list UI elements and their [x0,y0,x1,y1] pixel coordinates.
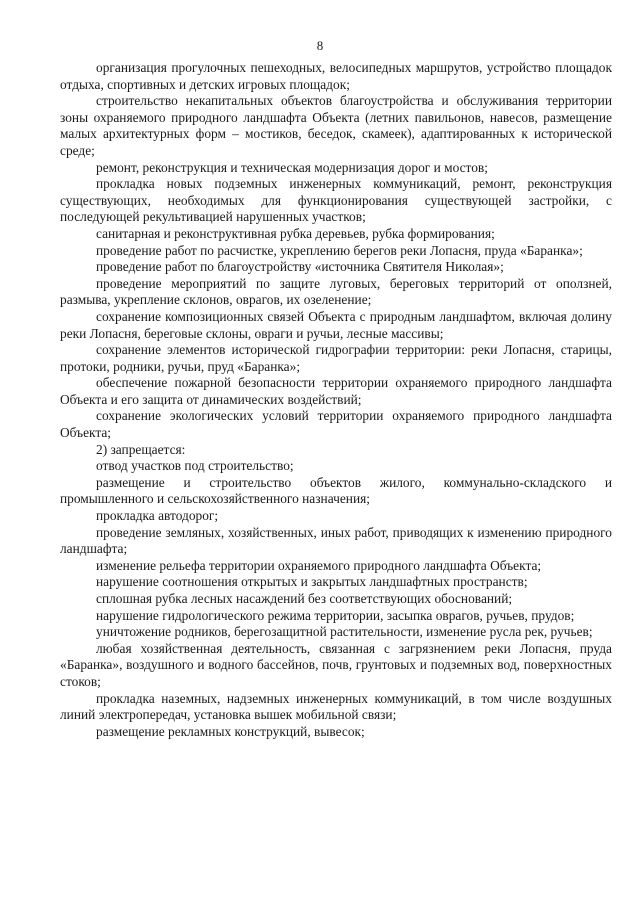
paragraph: отвод участков под строительство; [96,458,294,474]
paragraph: организация прогулочных пешеходных, велосипедных маршрутов, устройство площадок отдыха, спортивных и детских игровых площадок; [60,60,612,92]
paragraph: проведение работ по благоустройству «источника Святителя Николая»; [96,259,504,275]
paragraph: санитарная и реконструктивная рубка деревьев, рубка формирования; [96,225,495,241]
paragraph: сплошная рубка лесных насаждений без соответствующих обоснований; [96,591,513,606]
paragraph: проведение работ по расчистке, укреплению берегов реки Лопасня, пруда «Баранка»; [96,242,583,258]
paragraph: прокладка автодорог; [96,508,219,524]
paragraph: уничтожение родников, берегозащитной растительности, изменение русла рек, ручьев; [96,624,593,640]
body-text [60,60,612,740]
paragraph: нарушение гидрологического режима территории, засыпка оврагов, ручьев, прудов; [96,607,575,623]
paragraph: строительство некапитальных объектов благоустройства и обслуживания территории зоны охраняемого природного ландшафта Объекта (летних павильонов, навесов, размещение малых архитектурных форм – мостиков, беседок, скамеек), адаптированных к исторической среде; [60,93,612,158]
paragraph: размещение и строительство объектов жилого, коммунально-складского и промышленного и сельскохозяйственного назначения; [60,474,612,507]
paragraph: нарушение соотношения открытых и закрытых ландшафтных пространств; [96,574,528,590]
paragraph: обеспечение пожарной безопасности территории охраняемого природного ландшафта Объекта и его защита от динамических воздействий; [60,375,612,407]
paragraph: проведение земляных, хозяйственных, иных работ, приводящих к изменению природного ландшафта; [60,524,612,557]
paragraph: сохранение элементов исторической гидрографии территории: реки Лопасня, старицы, протоки, родники, ручьи, пруд «Баранка»; [60,342,612,374]
page-number: 8 [316,38,324,53]
section-heading: 2) запрещается: [96,441,186,457]
paragraph: любая хозяйственная деятельность, связанная с загрязнением реки Лопасня, пруда «Баранка», воздушного и водного бассейнов, почв, грунтовых и подземных вод, поверхностных стоков; [60,640,612,689]
paragraph: проведение мероприятий по защите луговых, береговых территорий от оползней, размыва, укрепление склонов, оврагов, их озеленение; [60,275,612,308]
paragraph: сохранение композиционных связей Объекта с природным ландшафтом, включая долину реки Лопасня, береговые склоны, овраги и ручьи, лесные массивы; [60,308,612,341]
paragraph: прокладка новых подземных инженерных коммуникаций, ремонт, реконструкция существующих, необходимых для функционирования существующей застройки, с последующей рекультивацией нарушенных участков; [60,176,612,225]
paragraph: размещение рекламных конструкций, вывесок; [96,723,365,739]
paragraph: изменение рельефа территории охраняемого природного ландшафта Объекта; [96,557,542,573]
paragraph: прокладка наземных, надземных инженерных коммуникаций, в том числе воздушных линий электропередач, установка вышек мобильной связи; [60,690,612,723]
paragraph: ремонт, реконструкция и техническая модернизация дорог и мостов; [96,159,488,175]
paragraph: сохранение экологических условий территории охраняемого природного ландшафта Объекта; [60,408,612,441]
